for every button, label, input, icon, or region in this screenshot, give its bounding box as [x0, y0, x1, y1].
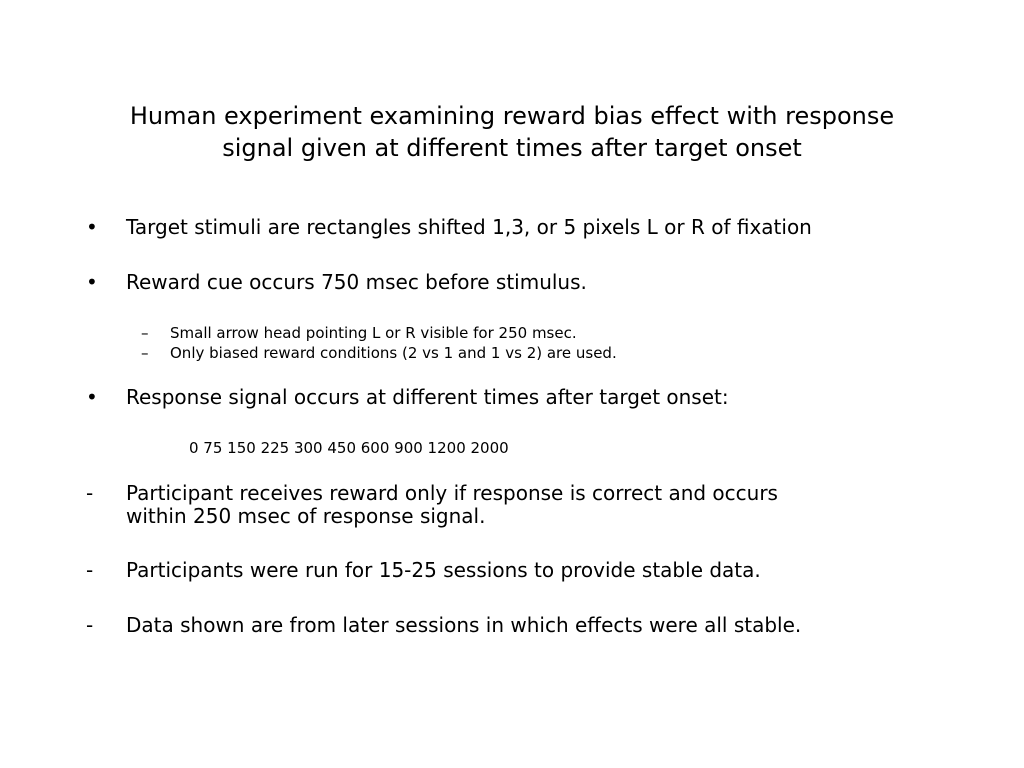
bullet-marker: • [86, 385, 98, 409]
bullet-marker: • [86, 270, 98, 294]
dash-text-line-1: Participant receives reward only if response is correct and occurs [126, 481, 778, 505]
slide-title [62, 100, 962, 164]
sub-bullet-text: Only biased reward conditions (2 vs 1 and 1 vs 2) are used. [170, 344, 617, 362]
bullet-marker: • [86, 215, 98, 239]
dash-text: Participants were run for 15-25 sessions to provide stable data. [126, 558, 761, 582]
bullet-text: Response signal occurs at different times after target onset: [126, 385, 729, 409]
sub-bullet-text: Small arrow head pointing L or R visible for 250 msec. [170, 324, 577, 342]
sub-bullet-marker: – [141, 344, 149, 362]
bullet-text: Target stimuli are rectangles shifted 1,3, or 5 pixels L or R of fixation [126, 215, 812, 239]
dash-text [126, 482, 946, 528]
dash-text: Data shown are from later sessions in which effects were all stable. [126, 613, 802, 637]
title-line-2: signal given at different times after target onset [222, 134, 802, 162]
dash-marker: - [86, 558, 94, 582]
sub-bullet-marker: – [141, 324, 149, 342]
dash-marker: - [86, 481, 94, 505]
dash-marker: - [86, 613, 94, 637]
title-line-1: Human experiment examining reward bias effect with response [129, 102, 895, 130]
signal-times-list: 0 75 150 225 300 450 600 900 1200 2000 [189, 439, 509, 457]
bullet-text: Reward cue occurs 750 msec before stimulus. [126, 270, 587, 294]
dash-text-line-2: within 250 msec of response signal. [126, 504, 486, 528]
